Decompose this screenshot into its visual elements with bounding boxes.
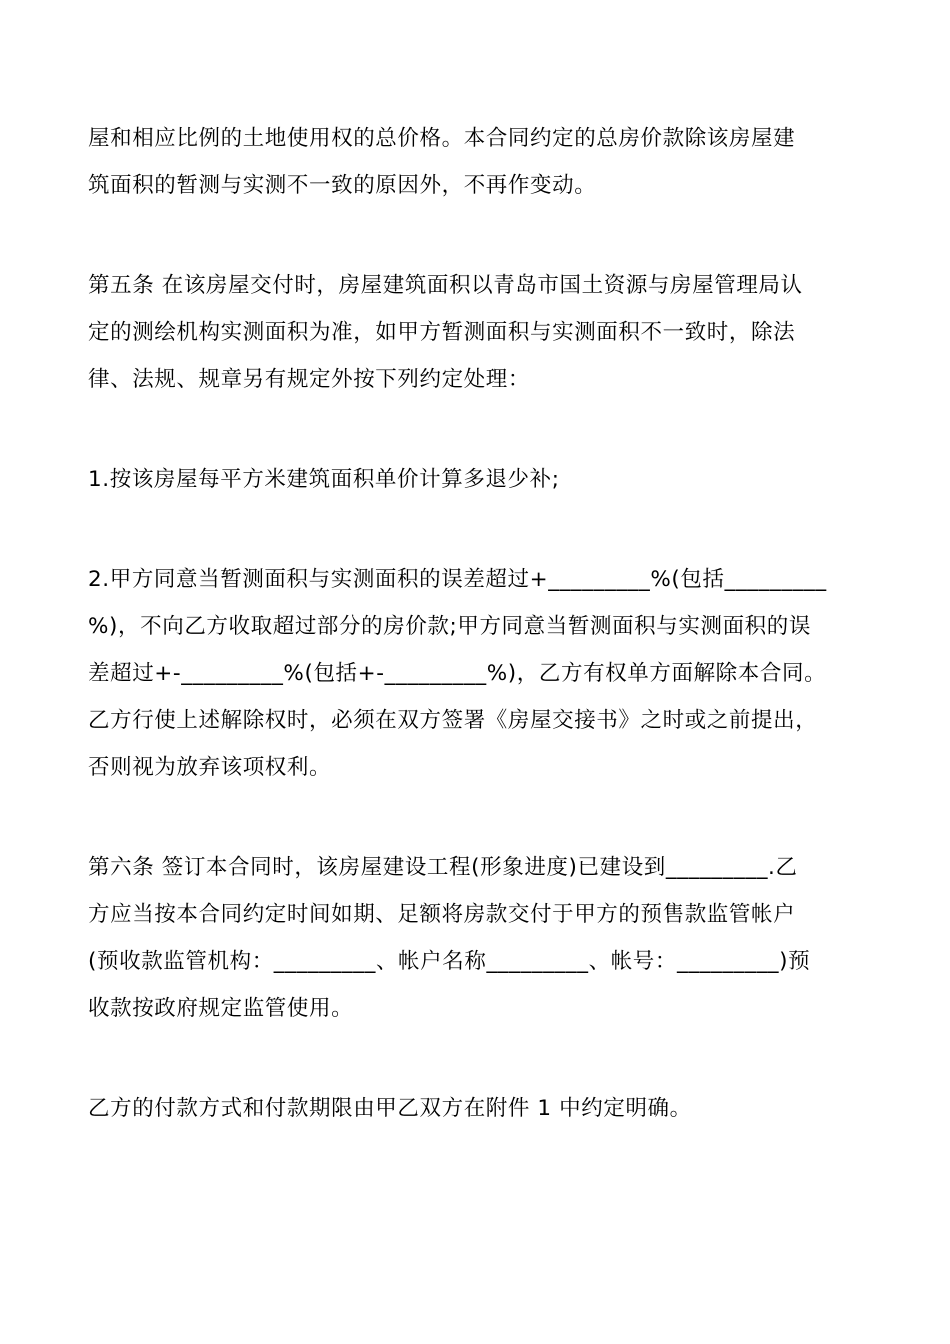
paragraph-spacer xyxy=(88,791,868,844)
paragraph-total-price xyxy=(88,115,868,209)
document-body xyxy=(88,115,868,1132)
text-line: 方应当按本合同约定时间如期、足额将房款交付于甲方的预售款监管帐户 xyxy=(88,902,796,927)
paragraph-article-5 xyxy=(88,262,868,403)
paragraph-article-6 xyxy=(88,844,868,1032)
paragraph-spacer xyxy=(88,1032,868,1085)
paragraph-item-1 xyxy=(88,456,868,503)
text-line: 乙方的付款方式和付款期限由甲乙双方在附件 1 中约定明确。 xyxy=(88,1096,692,1121)
text-line: 第六条 签订本合同时，该房屋建设工程(形象进度)已建设到_________.乙 xyxy=(88,855,798,880)
text-line: 收款按政府规定监管使用。 xyxy=(88,996,354,1021)
paragraph-spacer xyxy=(88,209,868,262)
text-line: %)，不向乙方收取超过部分的房价款;甲方同意当暂测面积与实测面积的误 xyxy=(88,614,811,639)
paragraph-payment-terms xyxy=(88,1085,868,1132)
text-line: 律、法规、规章另有规定外按下列约定处理： xyxy=(88,367,531,392)
text-line: 2.甲方同意当暂测面积与实测面积的误差超过+_________%(包括_________ xyxy=(88,567,827,592)
text-line: 筑面积的暂测与实测不一致的原因外，不再作变动。 xyxy=(88,173,597,198)
text-line: 差超过+-_________%(包括+-_________%)，乙方有权单方面解除本合同。 xyxy=(88,661,827,686)
text-line: 1.按该房屋每平方米建筑面积单价计算多退少补; xyxy=(88,467,560,492)
text-line: 否则视为放弃该项权利。 xyxy=(88,755,332,780)
text-line: 乙方行使上述解除权时，必须在双方签署《房屋交接书》之时或之前提出， xyxy=(88,708,818,733)
text-line: 定的测绘机构实测面积为准，如甲方暂测面积与实测面积不一致时，除法 xyxy=(88,320,796,345)
text-line: 第五条 在该房屋交付时，房屋建筑面积以青岛市国土资源与房屋管理局认 xyxy=(88,273,803,298)
paragraph-item-2 xyxy=(88,556,868,791)
text-line: 屋和相应比例的土地使用权的总价格。本合同约定的总房价款除该房屋建 xyxy=(88,126,796,151)
text-line: (预收款监管机构：_________、帐户名称_________、帐号：_________)预 xyxy=(88,949,811,974)
paragraph-spacer xyxy=(88,503,868,556)
paragraph-spacer xyxy=(88,403,868,456)
